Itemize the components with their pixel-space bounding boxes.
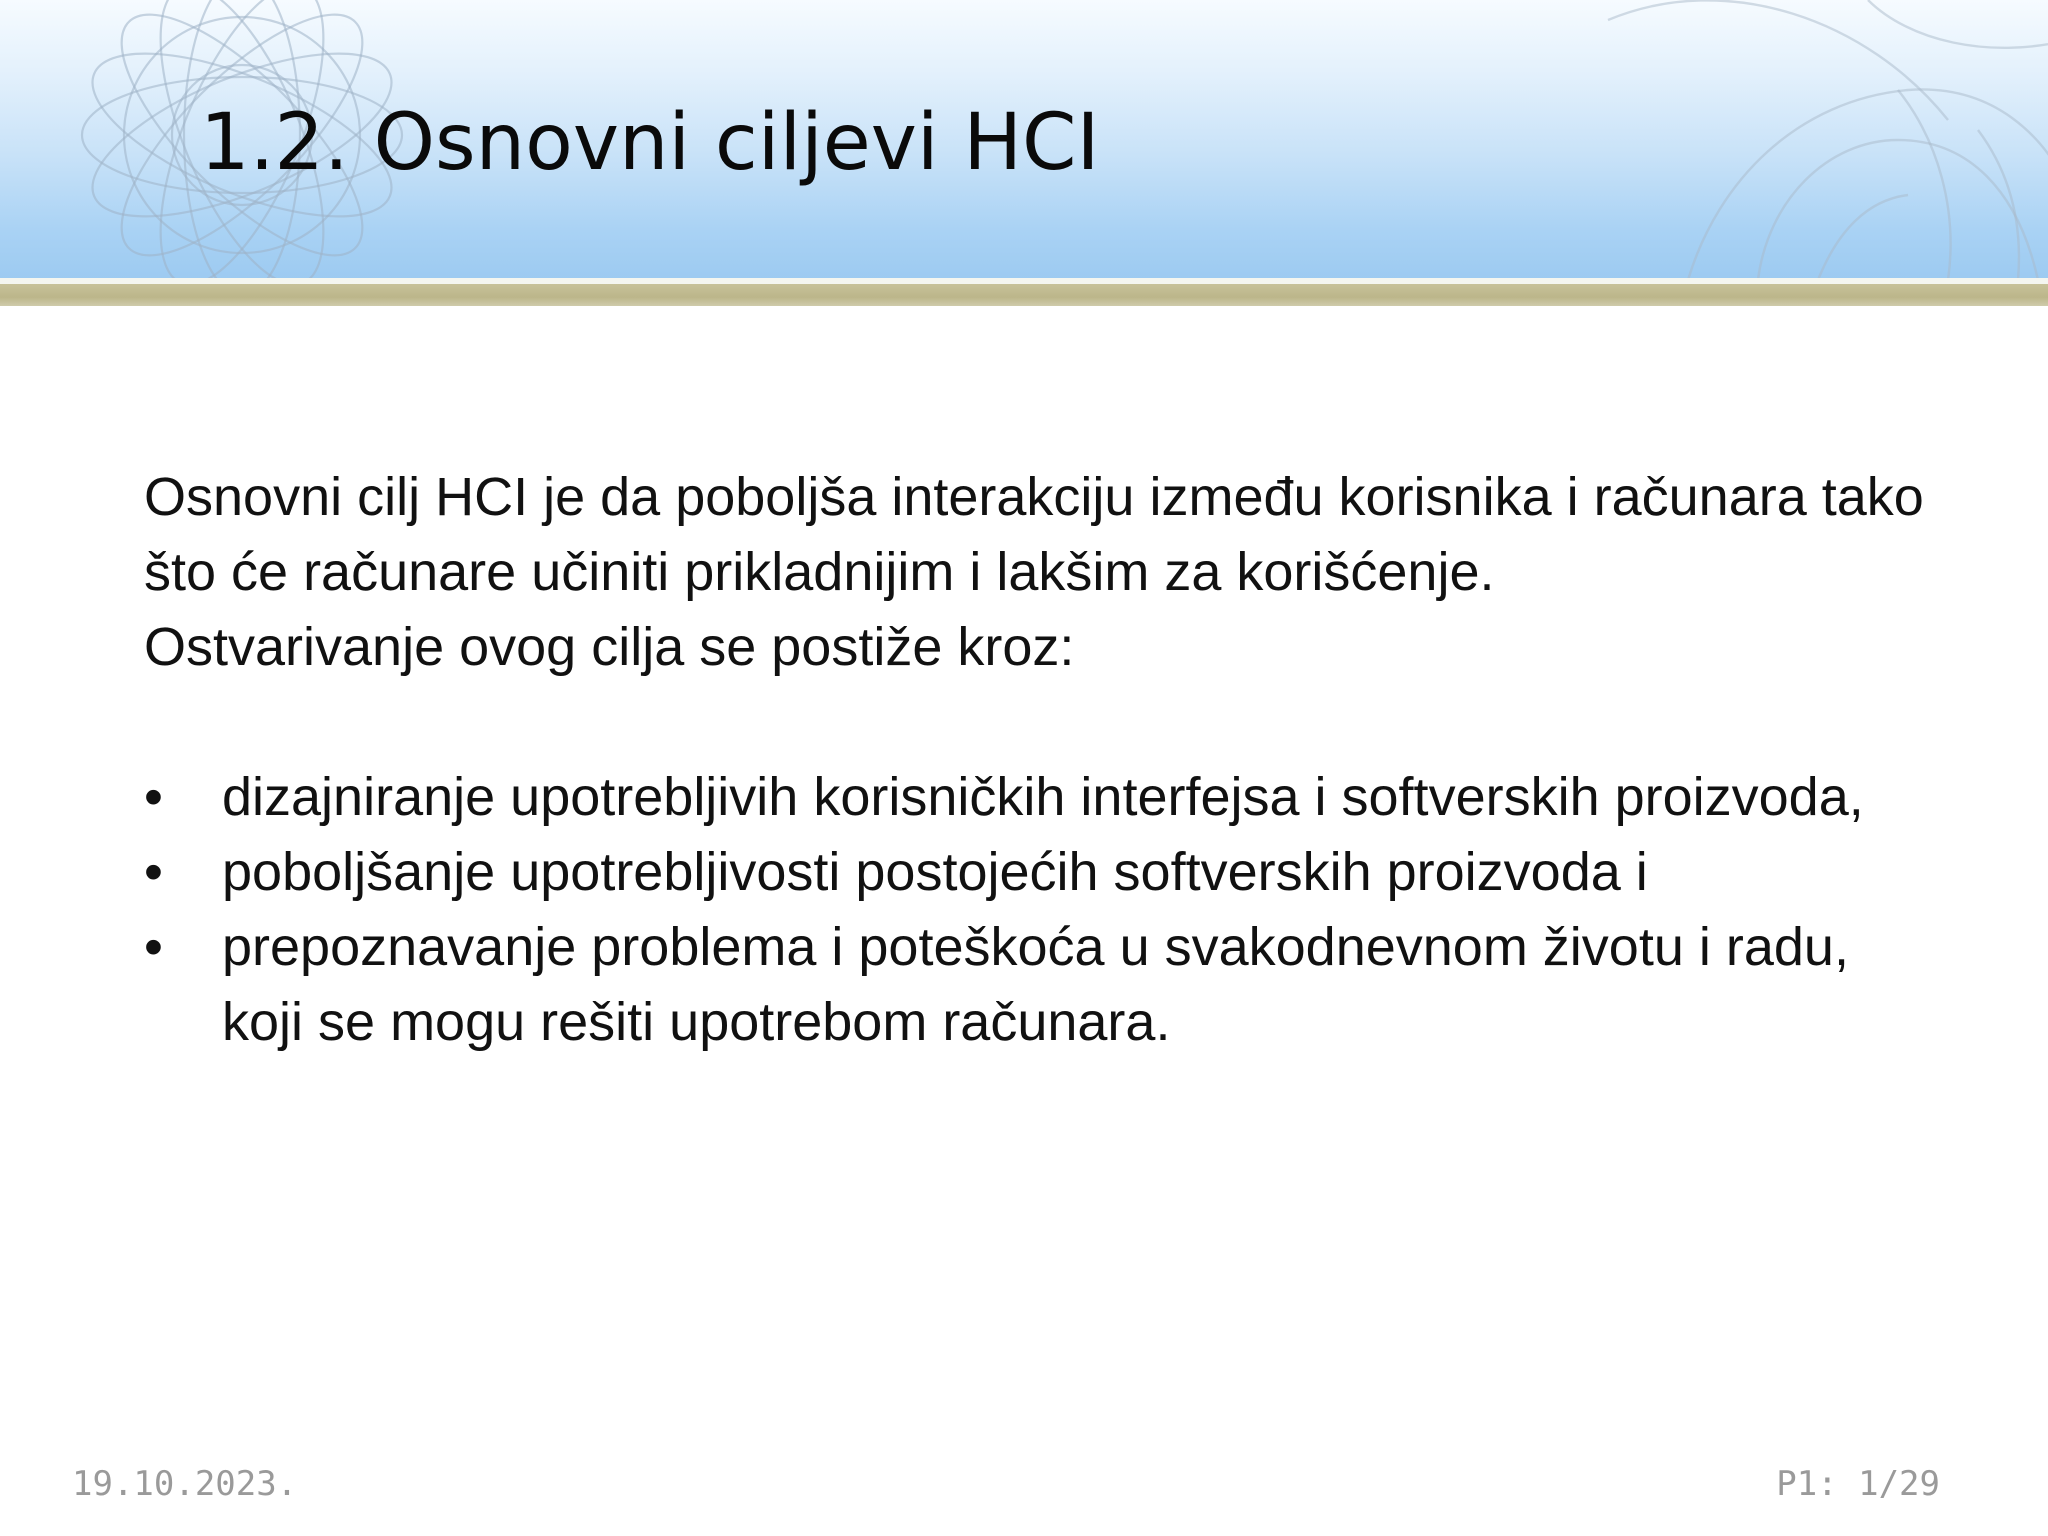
paragraph-spacer (144, 685, 1924, 760)
bullet-text: prepoznavanje problema i poteškoća u svakodnevnom životu i radu, koji se mogu rešiti upotrebom računara. (222, 917, 1849, 1052)
slide-title: 1.2. Osnovni ciljevi HCI (200, 98, 1100, 188)
goal-bullet-list (144, 760, 1924, 1060)
bullet-icon: • (144, 767, 163, 827)
bullet-text: dizajniranje upotrebljivih korisničkih interfejsa i softverskih proizvoda, (222, 767, 1864, 827)
bullet-item (144, 835, 1924, 910)
header-divider-gold (0, 284, 2048, 306)
footer-page-number: P1: 1/29 (1776, 1464, 1940, 1504)
bullet-text: poboljšanje upotrebljivosti postojećih softverskih proizvoda i (222, 842, 1648, 902)
lead-in-paragraph: Ostvarivanje ovog cilja se postiže kroz: (144, 617, 1075, 677)
footer-date: 19.10.2023. (72, 1464, 298, 1504)
intro-paragraph: Osnovni cilj HCI je da poboljša interakciju između korisnika i računara tako što će računare učiniti prikladnijim i lakšim za korišćenje. (144, 467, 1924, 602)
bullet-item (144, 910, 1924, 1060)
slide-body (144, 460, 1924, 1060)
bullet-icon: • (144, 917, 163, 977)
bullet-item (144, 760, 1924, 835)
bullet-icon: • (144, 842, 163, 902)
